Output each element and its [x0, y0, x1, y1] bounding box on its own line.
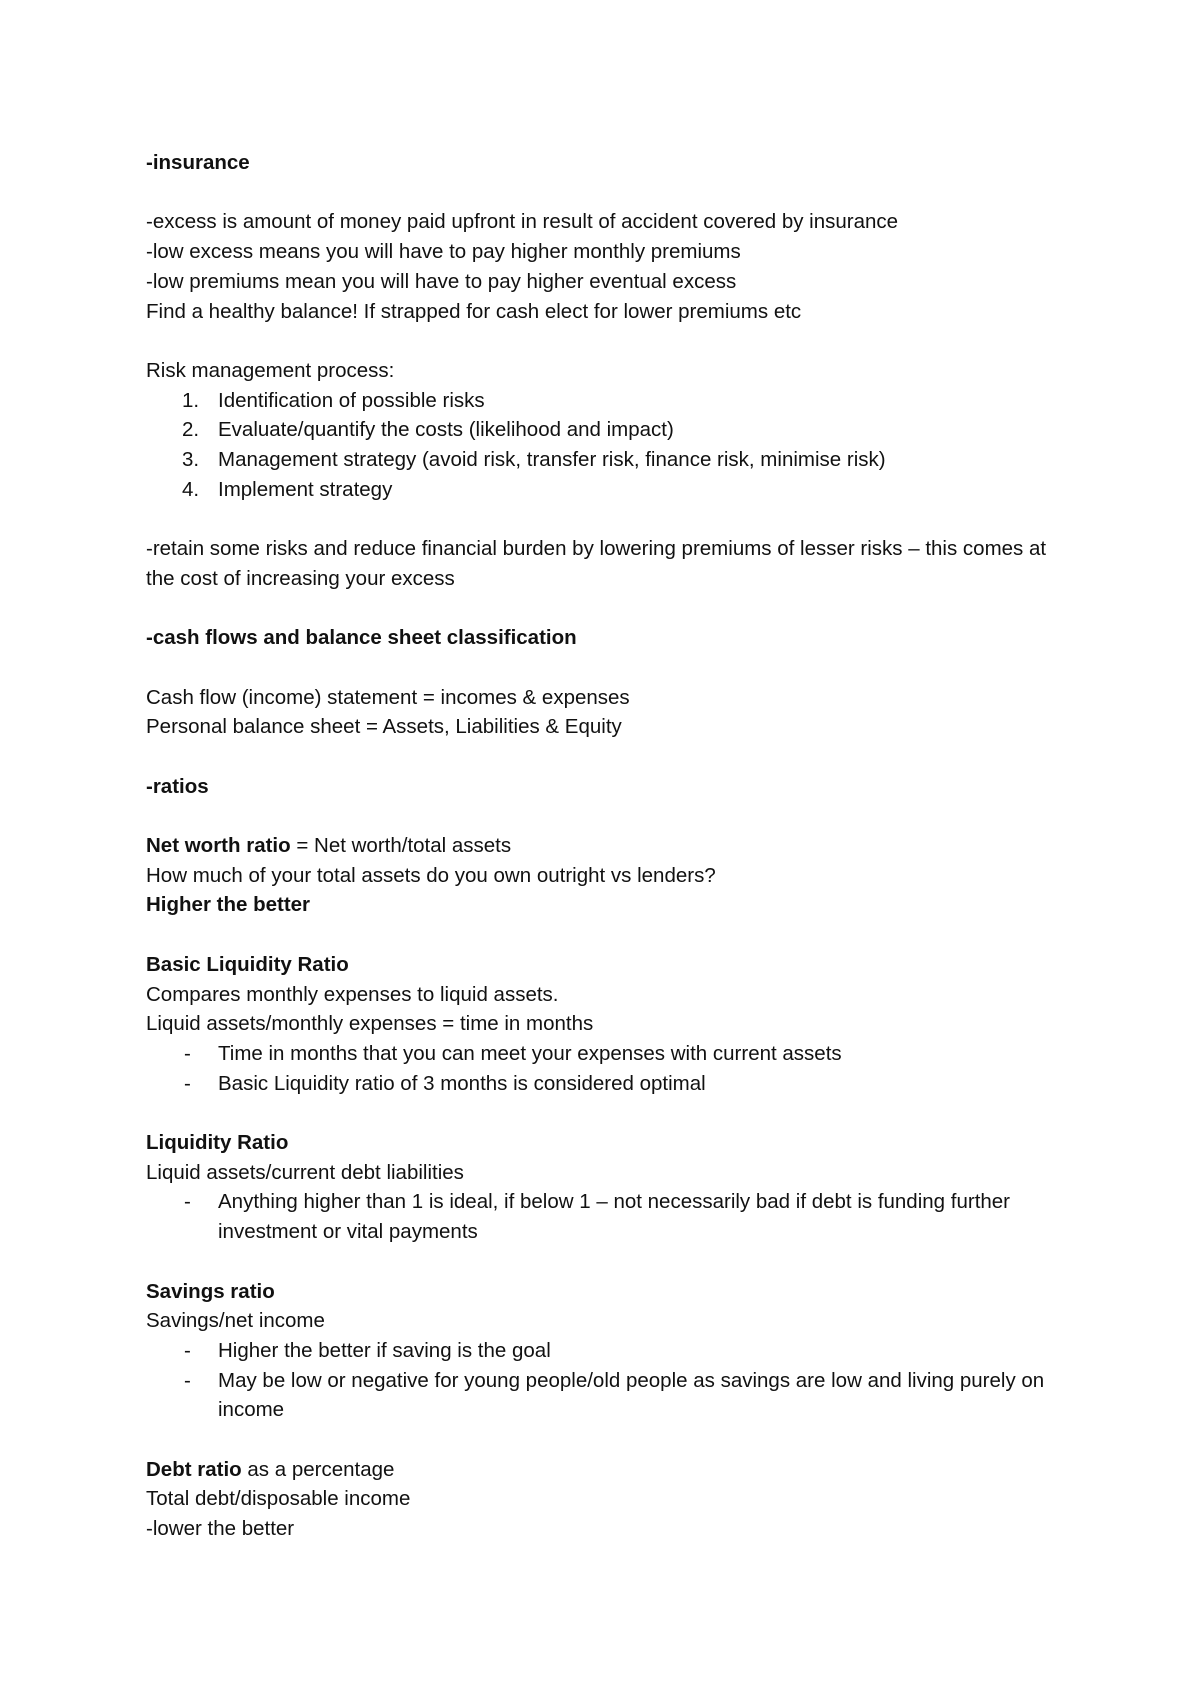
bullet-item: [146, 1187, 1080, 1246]
bullet-item: [146, 1069, 1080, 1099]
net-worth-ratio-line: [146, 831, 1080, 861]
risk-retain-note: -retain some risks and reduce financial burden by lowering premiums of lesser risks – this comes at the cost of increasing your excess: [146, 537, 1047, 590]
list-number: 4.: [182, 477, 200, 501]
bullet-dash: -: [184, 1338, 191, 1362]
liquidity-ratio-title: Liquidity Ratio: [146, 1131, 289, 1155]
basic-liquidity-ratio-title: Basic Liquidity Ratio: [146, 952, 349, 976]
basic-liquidity-line: Compares monthly expenses to liquid assets.: [146, 982, 559, 1006]
bullet-text: Basic Liquidity ratio of 3 months is considered optimal: [218, 1071, 706, 1095]
cashflow-line: Personal balance sheet = Assets, Liabilities & Equity: [146, 715, 622, 739]
debt-ratio-note: -lower the better: [146, 1517, 295, 1541]
list-number: 2.: [182, 418, 200, 442]
bullet-dash: -: [184, 1041, 191, 1065]
risk-step-text: Identification of possible risks: [218, 388, 485, 412]
risk-step: [146, 445, 1080, 475]
list-number: 3.: [182, 448, 200, 471]
bullet-text: Higher the better if saving is the goal: [218, 1338, 551, 1362]
bullet-item: [146, 1039, 1080, 1069]
insurance-line: Find a healthy balance! If strapped for cash elect for lower premiums etc: [146, 299, 802, 323]
savings-ratio-formula: Savings/net income: [146, 1309, 325, 1333]
risk-step-text: Management strategy (avoid risk, transfer risk, finance risk, minimise risk): [218, 448, 886, 471]
net-worth-ratio-formula: = Net worth/total assets: [290, 834, 512, 858]
bullet-text: May be low or negative for young people/old people as savings are low and living purely on income: [218, 1368, 1045, 1422]
debt-ratio-line: [146, 1455, 1080, 1485]
risk-step: [146, 386, 1080, 416]
risk-step-text: Implement strategy: [218, 477, 393, 501]
insurance-line: -excess is amount of money paid upfront in result of accident covered by insurance: [146, 210, 899, 234]
net-worth-ratio-desc: How much of your total assets do you own outright vs lenders?: [146, 863, 716, 887]
bullet-text: Anything higher than 1 is ideal, if below 1 – not necessarily bad if debt is funding further investment or vital payments: [218, 1190, 1011, 1244]
risk-process-intro: Risk management process:: [146, 358, 395, 382]
section-heading-cashflow: -cash flows and balance sheet classification: [146, 626, 577, 650]
liquidity-ratio-formula: Liquid assets/current debt liabilities: [146, 1160, 464, 1184]
section-heading-ratios: -ratios: [146, 774, 209, 798]
bullet-item: [146, 1366, 1080, 1425]
section-heading-insurance: -insurance: [146, 151, 250, 174]
bullet-dash: -: [184, 1190, 191, 1214]
basic-liquidity-line: Liquid assets/monthly expenses = time in months: [146, 1012, 594, 1036]
list-number: 1.: [182, 388, 200, 412]
insurance-line: -low excess means you will have to pay higher monthly premiums: [146, 240, 741, 264]
net-worth-ratio-note: Higher the better: [146, 893, 311, 917]
net-worth-ratio-title: Net worth ratio: [146, 834, 291, 858]
cashflow-line: Cash flow (income) statement = incomes & expenses: [146, 685, 630, 709]
risk-step: [146, 475, 1080, 505]
insurance-line: -low premiums mean you will have to pay higher eventual excess: [146, 269, 737, 293]
debt-ratio-formula: Total debt/disposable income: [146, 1487, 411, 1511]
risk-step-text: Evaluate/quantify the costs (likelihood and impact): [218, 418, 674, 442]
bullet-dash: -: [184, 1368, 191, 1392]
debt-ratio-title: Debt ratio: [146, 1457, 242, 1481]
bullet-text: Time in months that you can meet your expenses with current assets: [218, 1041, 842, 1065]
risk-step: [146, 415, 1080, 445]
savings-ratio-title: Savings ratio: [146, 1279, 275, 1303]
bullet-item: [146, 1336, 1080, 1366]
debt-ratio-suffix: as a percentage: [241, 1457, 395, 1481]
bullet-dash: -: [184, 1071, 191, 1095]
